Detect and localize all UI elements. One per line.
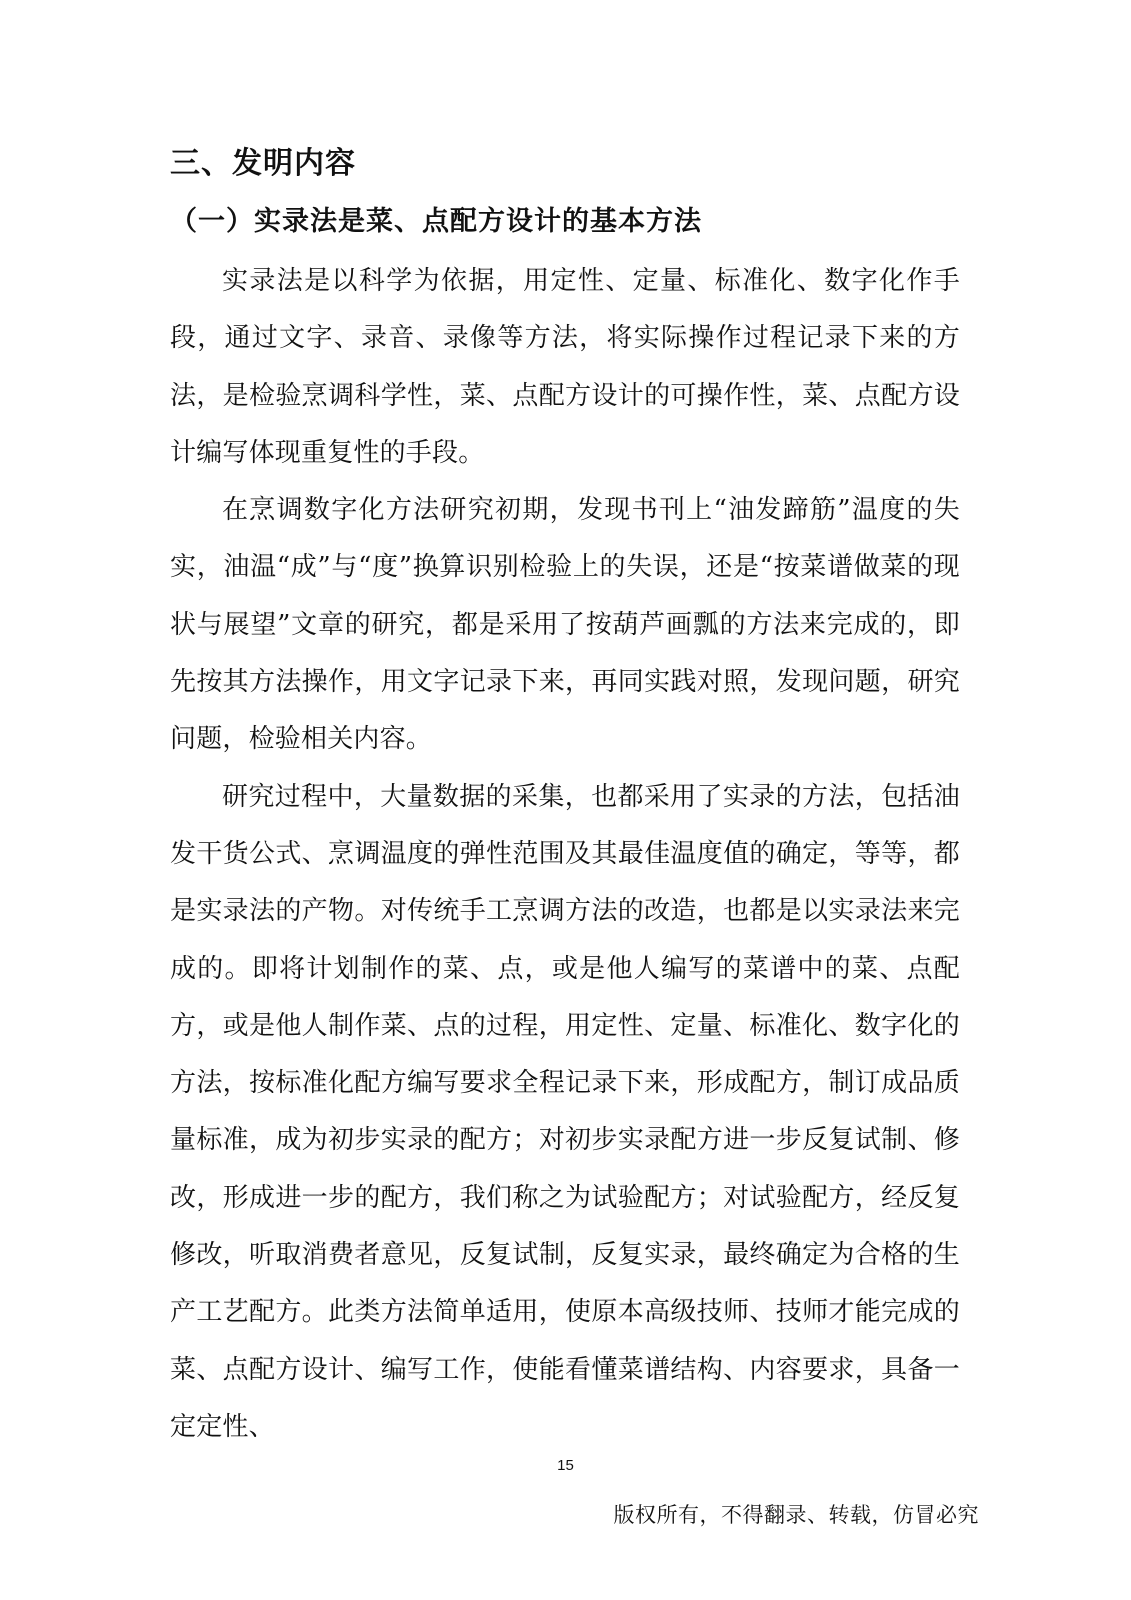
paragraph-2: 在烹调数字化方法研究初期，发现书刊上“油发蹄筋”温度的失实，油温“成”与“度”换算识别检验上的失误，还是“按菜谱做菜的现状与展望”文章的研究，都是采用了按葫芦画瓢的方法来完成的，即先按其方法操作，用文字记录下来，再同实践对照，发现问题，研究问题，检验相关内容。: [170, 495, 960, 755]
paragraph-1: 实录法是以科学为依据，用定性、定量、标准化、数字化作手段，通过文字、录音、录像等方法，将实际操作过程记录下来的方法，是检验烹调科学性，菜、点配方设计的可操作性，菜、点配方设计编写体现重复性的手段。: [170, 266, 960, 468]
sub-heading: （一）实录法是菜、点配方设计的基本方法: [170, 206, 702, 237]
page-number: 15: [557, 1457, 574, 1474]
body-text: [170, 253, 960, 1456]
copyright-notice: 版权所有，不得翻录、转载，仿冒必究: [613, 1503, 979, 1527]
section-heading: 三、发明内容: [170, 146, 356, 181]
paragraph-3: 研究过程中，大量数据的采集，也都采用了实录的方法，包括油发干货公式、烹调温度的弹性范围及其最佳温度值的确定，等等，都是实录法的产物。对传统手工烹调方法的改造，也都是以实录法来完成的。即将计划制作的菜、点，或是他人编写的菜谱中的菜、点配方，或是他人制作菜、点的过程，用定性、定量、标准化、数字化的方法，按标准化配方编写要求全程记录下来，形成配方，制订成品质量标准，成为初步实录的配方；对初步实录配方进一步反复试制、修改，形成进一步的配方，我们称之为试验配方；对试验配方，经反复修改，听取消费者意见，反复试制，反复实录，最终确定为合格的生产工艺配方。此类方法简单适用，使原本高级技师、技师才能完成的菜、点配方设计、编写工作，使能看懂菜谱结构、内容要求，具备一定定性、: [170, 781, 960, 1442]
